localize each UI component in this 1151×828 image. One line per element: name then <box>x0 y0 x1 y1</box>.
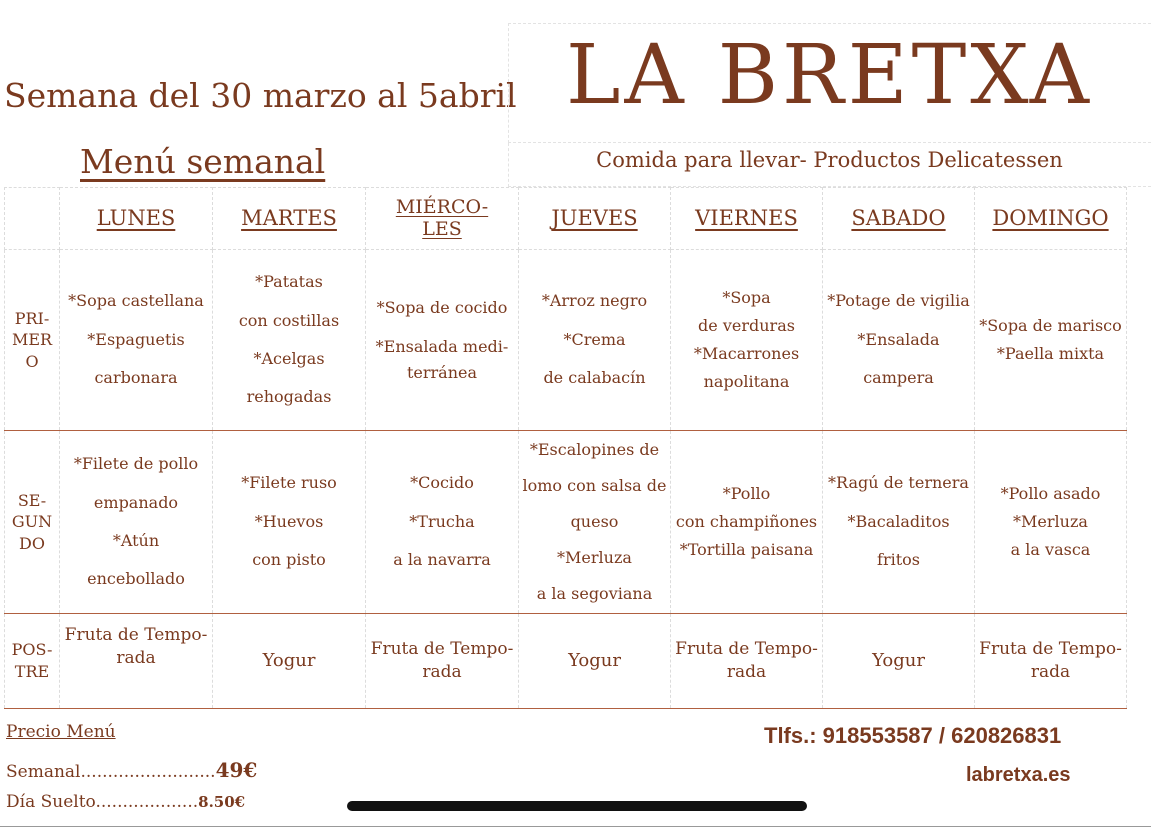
home-indicator[interactable] <box>347 801 807 811</box>
segundo-label: SE- GUN DO <box>5 431 60 614</box>
primero-jueves: *Arroz negro *Crema de calabacín <box>519 250 671 431</box>
postre-martes: Yogur <box>213 614 366 709</box>
primero-martes: *Patatas con costillas *Acelgas rehogadas <box>213 250 366 431</box>
day-domingo: DOMINGO <box>975 188 1127 250</box>
primero-label: PRI- MER O <box>5 250 60 431</box>
phones: Tlfs.: 918553587 / 620826831 <box>764 723 1062 748</box>
day-sabado: SABADO <box>823 188 975 250</box>
segundo-lunes: *Filete de pollo empanado *Atún encebollado <box>60 431 213 614</box>
primero-lunes: *Sopa castellana *Espaguetis carbonara <box>60 250 213 431</box>
segundo-viernes: *Pollo con champiñones *Tortilla paisana <box>671 431 823 614</box>
day-jueves: JUEVES <box>519 188 671 250</box>
segundo-sabado: *Ragú de ternera *Bacaladitos fritos <box>823 431 975 614</box>
postre-viernes: Fruta de Tempo- rada <box>671 614 823 709</box>
price-title: Precio Menú <box>6 722 116 742</box>
segundo-martes: *Filete ruso *Huevos con pisto <box>213 431 366 614</box>
postre-jueves: Yogur <box>519 614 671 709</box>
day-viernes: VIERNES <box>671 188 823 250</box>
price-dia-label: Día Suelto................... <box>6 792 199 812</box>
corner-cell <box>5 188 60 250</box>
postre-lunes: Fruta de Tempo- rada <box>60 614 213 709</box>
day-lunes: LUNES <box>60 188 213 250</box>
price-semanal-label: Semanal......................... <box>6 762 216 782</box>
bottom-divider <box>0 826 1151 827</box>
postre-row <box>5 614 1127 709</box>
postre-miercoles: Fruta de Tempo- rada <box>366 614 519 709</box>
brand-title: LA BRETXA <box>566 28 1093 123</box>
website[interactable]: labretxa.es <box>966 764 1071 786</box>
postre-domingo: Fruta de Tempo- rada <box>975 614 1127 709</box>
week-title: Semana del 30 marzo al 5abril <box>4 76 517 115</box>
brand-subtitle: Comida para llevar- Productos Delicatessen <box>596 148 1063 172</box>
postre-sabado: Yogur <box>823 614 975 709</box>
menu-title: Menú semanal <box>80 142 326 181</box>
postre-label: POS- TRE <box>5 614 60 709</box>
price-dia-value: 8.50€ <box>198 793 246 811</box>
primero-miercoles: *Sopa de cocido *Ensalada medi- terránea <box>366 250 519 431</box>
primero-row <box>5 250 1127 431</box>
price-dia <box>6 792 245 812</box>
price-semanal-value: 49€ <box>215 758 258 782</box>
segundo-miercoles: *Cocido *Trucha a la navarra <box>366 431 519 614</box>
segundo-row <box>5 431 1127 614</box>
segundo-jueves: *Escalopines de lomo con salsa de queso *Merluza a la segoviana <box>519 431 671 614</box>
price-semanal <box>6 758 257 782</box>
menu-table <box>4 187 1127 709</box>
primero-domingo: *Sopa de marisco *Paella mixta <box>975 250 1127 431</box>
primero-viernes: *Sopa de verduras *Macarrones napolitana <box>671 250 823 431</box>
day-martes: MARTES <box>213 188 366 250</box>
day-miercoles: MIÉRCO- LES <box>366 188 519 250</box>
segundo-domingo: *Pollo asado *Merluza a la vasca <box>975 431 1127 614</box>
primero-sabado: *Potage de vigilia *Ensalada campera <box>823 250 975 431</box>
days-header-row <box>5 188 1127 250</box>
